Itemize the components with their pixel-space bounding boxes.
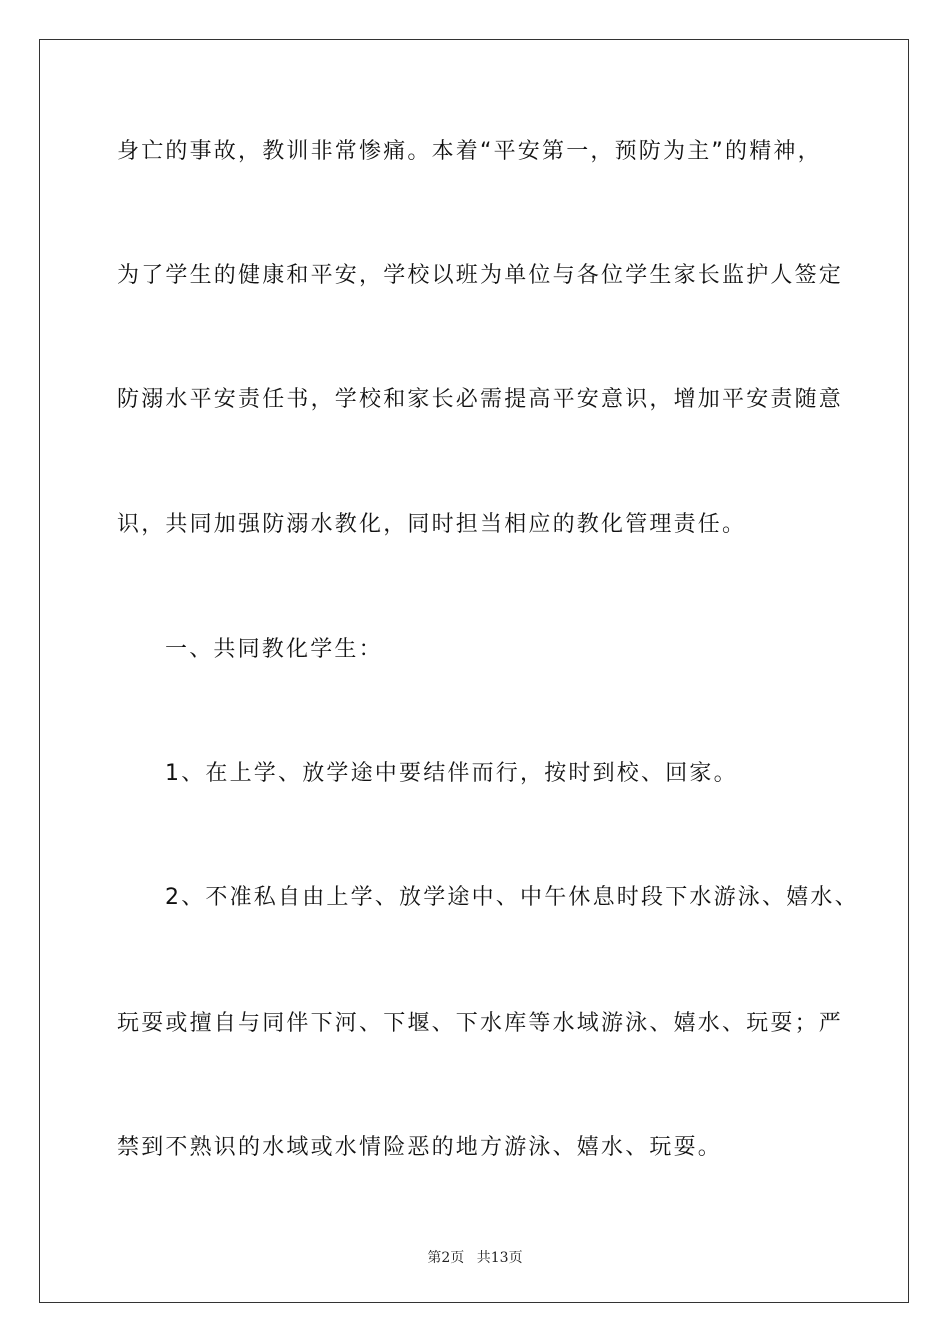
page-footer xyxy=(0,1247,950,1267)
list-item: 1、在上学、放学途中要结伴而行，按时到校、回家。 xyxy=(165,761,738,786)
page-border xyxy=(39,39,909,1303)
section-heading: 一、共同教化学生： xyxy=(165,637,383,662)
paragraph-line: 为了学生的健康和平安，学校以班为单位与各位学生家长监护人签定 xyxy=(117,263,844,288)
page-number: 第2页 xyxy=(427,1250,465,1266)
list-item: 2、不准私自由上学、放学途中、中午休息时段下水游泳、嬉水、 xyxy=(165,885,859,910)
page-total: 共13页 xyxy=(476,1250,523,1266)
paragraph-line: 防溺水平安责任书，学校和家长必需提高平安意识，增加平安责随意 xyxy=(117,387,844,412)
paragraph-line: 禁到不熟识的水域或水情险恶的地方游泳、嬉水、玩耍。 xyxy=(117,1135,723,1160)
paragraph-line: 识，共同加强防溺水教化，同时担当相应的教化管理责任。 xyxy=(117,512,747,537)
paragraph-line: 身亡的事故，教训非常惨痛。本着“平安第一，预防为主”的精神， xyxy=(117,139,822,164)
paragraph-line: 玩耍或擅自与同伴下河、下堰、下水库等水域游泳、嬉水、玩耍；严 xyxy=(117,1011,844,1036)
